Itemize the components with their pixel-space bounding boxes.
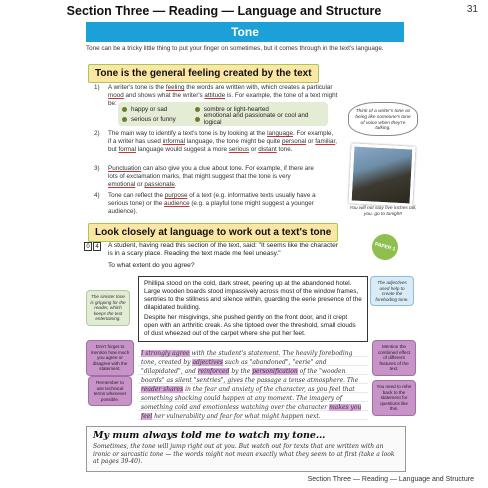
tip-title: My mum always told me to watch my tone… — [93, 430, 326, 441]
bullet-icon — [195, 107, 200, 112]
note-agree-disagree: Don't forget to mention how much you agree or disagree with the statement. — [86, 340, 134, 376]
tone-banner: Tone — [86, 22, 404, 42]
header-title: Section Three — Reading — Language and Structure — [66, 4, 382, 18]
bullet-icon — [195, 117, 200, 122]
page-footer: Section Three — Reading — Language and Structure — [307, 476, 474, 483]
question-prompt: To what extent do you agree? — [108, 261, 195, 269]
dancers-photo — [348, 143, 415, 206]
note-technical-terms: Remember to use technical terms whenever possible. — [88, 376, 132, 406]
note-adjectives: The adjectives used help to create the foreboding tone. — [370, 276, 414, 306]
item1-text: A writer's tone is the feeling the words are written with, which creates a particular mood and shows what the writer's attitude is. For example, the tone of a text might be: — [108, 84, 338, 108]
passage-paragraph-1: Phillipa stood on the cold, dark street, peering up at the abandoned hotel. Large wooden boards stood impassively across most of the window frames, sentries to the stillness and silence within, guarding the eerie presence of the dilapidated building. — [144, 280, 362, 311]
item3-number: 3) — [94, 165, 100, 172]
intro-text: Tone can be a tricky little thing to put your finger on sometimes, but it comes through in the text's language. — [86, 45, 384, 52]
passage-paragraph-2: Despite her misgivings, she pushed gently on the front door, and it crept open with an arthritic creak. As she tiptoed over the threshold, small clouds of dust wheezed out of the carpet where she put her feet. — [144, 314, 356, 337]
tone-examples-table — [118, 102, 328, 126]
question-text: A student, having read this section of the text, said: "It seems like the character is in a scary place. Reading the text made me feel uneasy." — [108, 242, 338, 258]
page-header — [0, 0, 488, 22]
examples-row: happy or sad sombre or light-hearted — [122, 104, 324, 114]
question-number: 0 4 — [84, 242, 102, 251]
item3-text: Punctuation can also give you a clue about tone. For example, if there are lots of exclamation marks, that might suggest that the tone is very emotional or passionate. — [108, 165, 314, 189]
bullet-icon — [122, 117, 127, 122]
section1-heading: Tone is the general feeling created by the text — [88, 64, 319, 83]
tip-text: Sometimes, the tone will jump right out at you. But watch out for texts that are written with an ironic or sarcastic tone — the words might not mean exactly what they seem to at first (take a look at pages 39-40). — [93, 443, 395, 466]
page-number: 31 — [466, 4, 478, 15]
item2-number: 2) — [94, 130, 100, 137]
item4-number: 4) — [94, 192, 100, 199]
item1-number: 1) — [94, 84, 100, 91]
item2-text: The main way to identify a text's tone is by looking at the language. For example, if a writer has used informal language, the tone might be quite personal or familiar, but formal language would suggest a more serious or distant tone. — [108, 130, 337, 154]
tip-box — [86, 426, 406, 472]
think-bubble: Think of a writer's tone as being like someone's tone of voice when they're talking. — [348, 102, 418, 136]
section2-heading: Look closely at language to work out a text's tone — [88, 223, 338, 242]
exam-question — [86, 242, 344, 270]
student-answer: I strongly agree with the student's statement. The heavily foreboding tone, created by adjectives such as "abandoned", "eerie" and "dilapidated", and reinforced by the personification of the "wooden boards" as silent "sentries", gives the passage a tense atmosphere. The reader shares in the fear and anxiety of the character, as you feel that something shocking could happen at any moment. The imagery of something cold and emotionless watching over the character makes you feel her vulnerability and fear for what might happen next. — [138, 348, 368, 420]
paper-badge: PAPER 1 — [369, 231, 401, 263]
note-sinister-tone: The sinister tone is gripping for the reader, which keeps the text entertaining. — [86, 290, 130, 326]
bullet-icon — [122, 107, 127, 112]
note-refer-back: You need to refer back to the statement for questions like this. — [372, 380, 416, 416]
note-combined-effect: Mention the combined effect of different features of the text. — [372, 340, 416, 376]
photo-caption: You will not stay five inches tall, you. go to tonight! — [349, 206, 417, 217]
examples-row: serious or funny emotional and passionate or cool and logical — [122, 114, 324, 124]
item4-text: Tone can reflect the purpose of a text (e.g. informative texts usually have a serious tone) or the audience (e.g. a playful tone might suggest a younger audience). — [108, 192, 316, 216]
extract-passage — [138, 276, 368, 342]
